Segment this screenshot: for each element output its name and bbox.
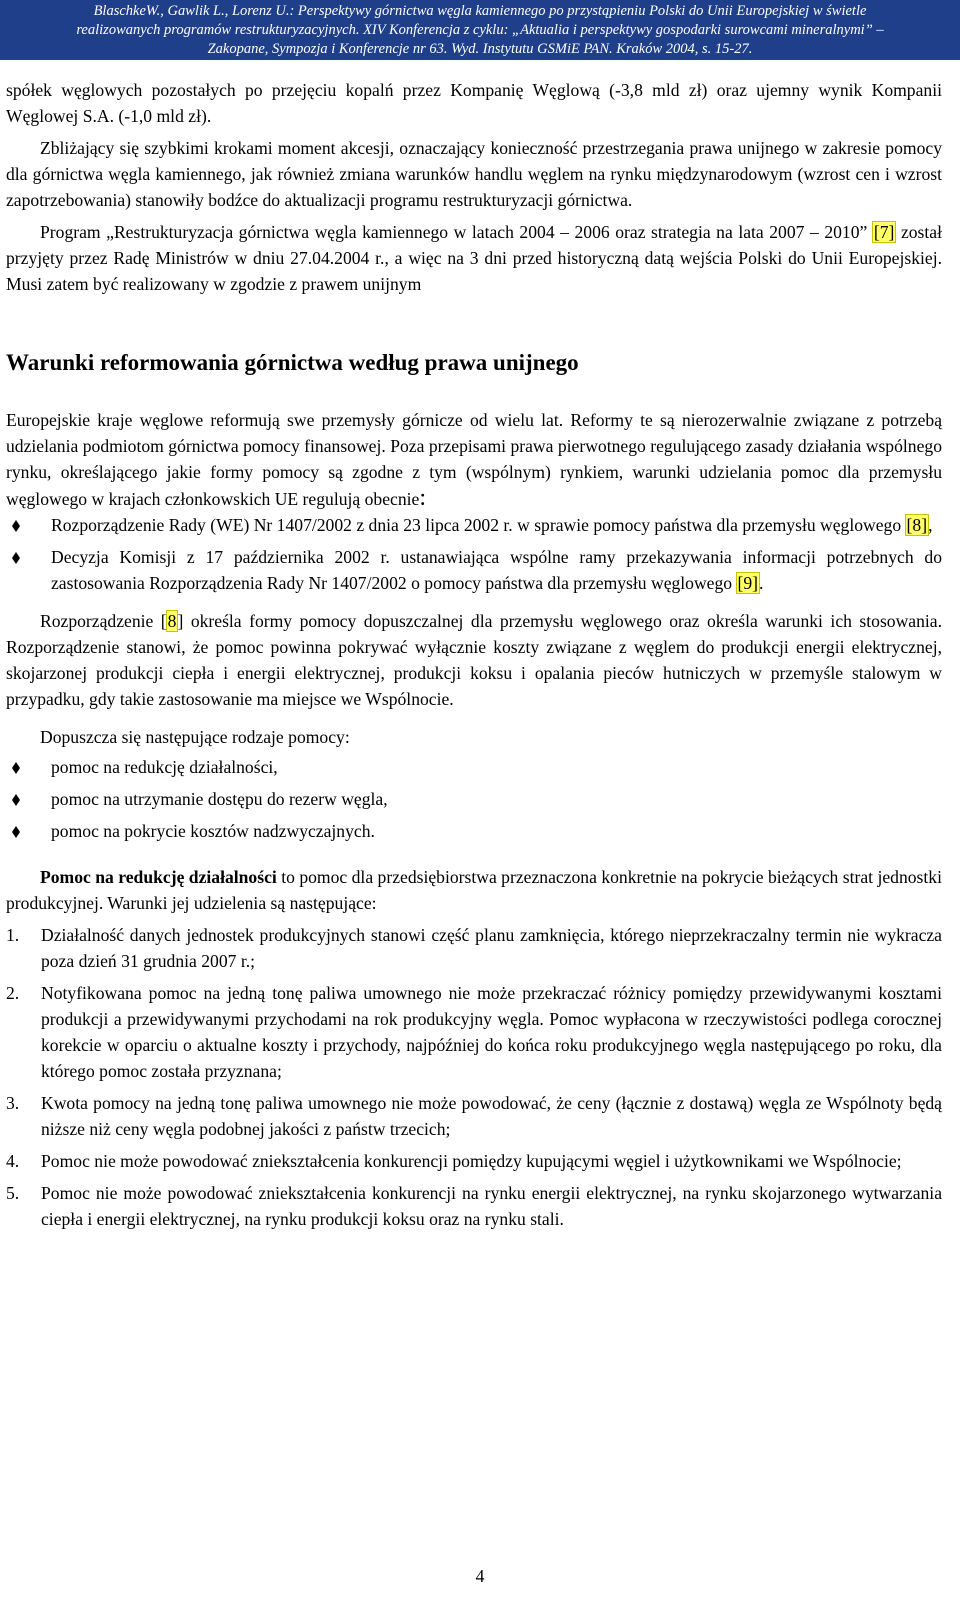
diamond-bullet-icon (12, 762, 20, 768)
section-paragraph-1-colon: : (419, 485, 426, 511)
reference-link-9[interactable]: [9] (737, 573, 759, 593)
section-paragraph-3: Dopuszcza się następujące rodzaje pomocy: (40, 727, 350, 747)
citation-line-2: realizowanych programów restrukturyzacyjnych. XIV Konferencja z cyklu: „Aktualia i perspektywy gospodarki surowcami mineralnymi” – (76, 22, 884, 38)
list-item (6, 786, 942, 812)
section-paragraph-1-text: Europejskie kraje węglowe reformują swe przemysły górnicze od wielu lat. Reformy te są nierozerwalnie związane z potrzebą udzielania podmiotom górnictwa pomocy finansowej. Poza przepisami prawa pierwotnego regulującego zasady działania wspólnego rynku, określającego jakie formy pomocy są zgodne z tym (wspólnym) rynkiem, warunki udzielania pomoc dla przemysłu węglowego w krajach członkowskich UE regulują obecnie (6, 410, 942, 509)
regulation-1-text: Rozporządzenie Rady (WE) Nr 1407/2002 z dnia 23 lipca 2002 r. w sprawie pomocy państwa dla przemysłu węglowego (51, 515, 902, 535)
section-paragraph-2-text-a: Rozporządzenie [ (40, 611, 167, 631)
section-paragraph-1 (6, 407, 942, 512)
list-number: 2. (6, 983, 20, 1003)
citation-line-3: Zakopane, Sympozja i Konferencje nr 63. Wyd. Instytutu GSMiE PAN. Kraków 2004, s. 15-27. (207, 41, 753, 57)
reference-link-8[interactable]: [8] (906, 515, 928, 535)
section-heading: Warunki reformowania górnictwa według prawa unijnego (6, 350, 579, 375)
aid-type-text: pomoc na redukcję działalności, (51, 757, 278, 777)
list-number: 3. (6, 1093, 20, 1113)
list-item (6, 544, 942, 596)
aid-types-list (6, 754, 942, 844)
list-number: 5. (6, 1183, 20, 1203)
regulation-2-text: Decyzja Komisji z 17 października 2002 r. ustanawiająca wspólne ramy przekazywania informacji potrzebnych do zastosowania Rozporządzenia Rady Nr 1407/2002 o pomocy państwa dla przemysłu węglowego (51, 547, 942, 593)
reference-link-8-inline[interactable]: 8 (167, 611, 177, 631)
diamond-bullet-icon (12, 552, 20, 558)
section-paragraph-4 (6, 864, 942, 916)
diamond-bullet-icon (12, 520, 20, 526)
section-paragraph-4-text: to pomoc dla przedsiębiorstwa przeznaczona konkretnie na pokrycie bieżących strat jednostki produkcyjnej. Warunki jej udzielenia są następujące: (6, 867, 942, 913)
condition-text: Pomoc nie może powodować zniekształcenia konkurencji na rynku energii elektrycznej, na rynku skojarzonego wytwarzania ciepła i energii elektrycznej, na rynku produkcji koksu oraz na rynku stali. (41, 1183, 942, 1229)
page-body (6, 77, 942, 1232)
citation-line-1: BlaschkeW., Gawlik L., Lorenz U.: Perspektywy górnictwa węgla kamiennego po przystąpieniu Polski do Unii Europejskiej w świetle (93, 3, 867, 19)
regulations-list (6, 512, 942, 596)
page-number: 4 (475, 1566, 485, 1586)
intro-paragraph-2: Zbliżający się szybkimi krokami moment akcesji, oznaczający konieczność przestrzegania prawa unijnego w zakresie pomocy dla górnictwa węgla kamiennego, jak również zmiana warunków handlu węglem na rynku międzynarodowym (wzrost cen i wzrost zapotrzebowania) stanowiły bodźce do aktualizacji programu restrukturyzacji górnictwa. (6, 138, 942, 210)
aid-type-text: pomoc na pokrycie kosztów nadzwyczajnych. (51, 821, 375, 841)
condition-text: Notyfikowana pomoc na jedną tonę paliwa umownego nie może przekraczać różnicy pomiędzy przewidywanymi kosztami produkcji a przewidywanymi przychodami na rok produkcyjny węgla. Pomoc wypłacona w rzeczywistości podlega corocznej korekcie w oparciu o aktualne koszty i przychody, najpóźniej do końca roku produkcyjnego węgla następującego po roku, dla którego pomoc została przyznana; (41, 983, 942, 1081)
list-item (6, 1090, 942, 1142)
reference-link-7[interactable]: [7] (873, 222, 895, 242)
list-item (6, 980, 942, 1084)
conditions-list (6, 922, 942, 1232)
list-number: 1. (6, 925, 20, 945)
section-paragraph-2 (6, 608, 942, 712)
condition-text: Kwota pomocy na jedną tonę paliwa umownego nie może powodować, że ceny (łącznie z dostawą) węgla ze Wspólnoty będą niższe niż ceny węgla podobnej jakości z państw trzecich; (41, 1093, 942, 1139)
regulation-2-suffix: . (759, 573, 764, 593)
citation-header (0, 0, 960, 60)
list-item (6, 512, 942, 538)
section-paragraph-2-text-b: ] określa formy pomocy dopuszczalnej dla przemysłu węglowego oraz określa warunki ich stosowania. Rozporządzenie stanowi, że pomoc powinna pokrywać wyłącznie koszty związane z węglem do produkcji energii elektrycznej, skojarzonej produkcji ciepła i energii elektrycznej, produkcji koksu i opalania pieców hutniczych w przemyśle stalowym w przypadku, gdy takie zastosowanie ma miejsce we Wspólnocie. (6, 611, 942, 709)
list-number: 4. (6, 1151, 20, 1171)
list-item (6, 1148, 942, 1174)
aid-type-text: pomoc na utrzymanie dostępu do rezerw węgla, (51, 789, 388, 809)
intro-paragraph-3-text-b: został przyjęty przez Radę Ministrów w dniu 27.04.2004 r., a więc na 3 dni przed historyczną datą wejścia Polski do Unii Europejskiej. Musi zatem być realizowany w zgodzie z prawem unijnym (6, 222, 942, 294)
bold-term: Pomoc na redukcję działalności (40, 867, 277, 887)
diamond-bullet-icon (12, 826, 20, 832)
list-item (6, 818, 942, 844)
diamond-bullet-icon (12, 794, 20, 800)
condition-text: Działalność danych jednostek produkcyjnych stanowi część planu zamknięcia, którego nieprzekraczalny termin nie wykracza poza dzień 31 grudnia 2007 r.; (41, 925, 942, 971)
condition-text: Pomoc nie może powodować zniekształcenia konkurencji pomiędzy kupującymi węgiel i użytkownikami we Wspólnocie; (41, 1151, 902, 1171)
list-item (6, 922, 942, 974)
list-item (6, 754, 942, 780)
intro-paragraph-3 (6, 219, 942, 297)
regulation-1-suffix: , (928, 515, 933, 535)
intro-paragraph-1: spółek węglowych pozostałych po przejęciu kopalń przez Kompanię Węglową (-3,8 mld zł) oraz ujemny wynik Kompanii Węglowej S.A. (-1,0 mld zł). (6, 80, 942, 126)
intro-paragraph-3-text-a: Program „Restrukturyzacja górnictwa węgla kamiennego w latach 2004 – 2006 oraz strategia na lata 2007 – 2010” (40, 222, 868, 242)
list-item (6, 1180, 942, 1232)
